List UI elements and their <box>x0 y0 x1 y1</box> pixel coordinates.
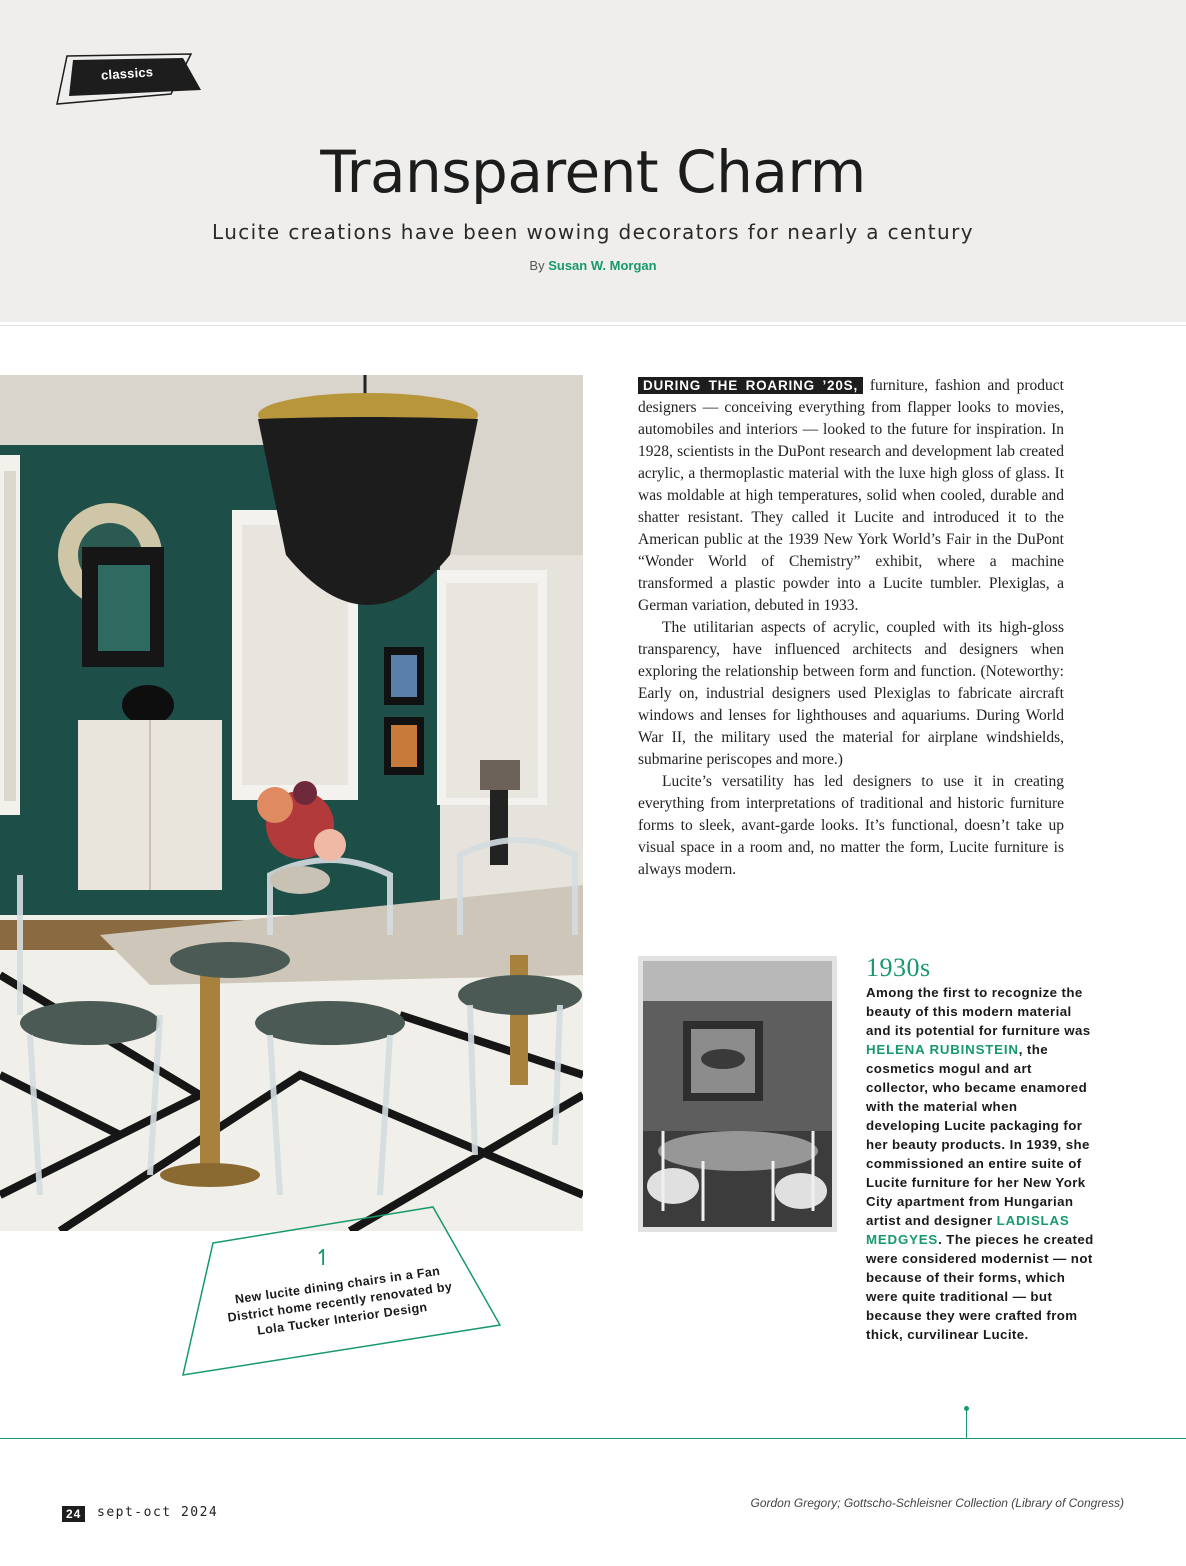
section-tag <box>55 52 205 108</box>
article-body <box>638 375 1064 881</box>
sidebar-text-1: Among the first to recognize the beauty of this modern material and its potential for furniture was <box>866 985 1091 1038</box>
photo-credit: Gordon Gregory; Gottscho-Schleisner Collection (Library of Congress) <box>750 1496 1124 1510</box>
sidebar-heading: 1930s <box>866 953 931 982</box>
historic-photo <box>638 956 837 1232</box>
photo-caption <box>180 1205 505 1380</box>
article-subtitle: Lucite creations have been wowing decorators for nearly a century <box>212 220 974 244</box>
byline <box>0 258 1186 273</box>
byline-prefix: By <box>529 258 545 273</box>
body-paragraph-1 <box>638 375 1064 617</box>
section-tag-label: classics <box>100 64 154 83</box>
issue-date: sept-oct 2024 <box>97 1505 219 1520</box>
article-title: Transparent Charm <box>320 138 866 206</box>
page-number: 24 <box>62 1506 85 1522</box>
sidebar-text-3: . The pieces he created were considered modernist — not because of their forms, which were quite traditional — but because they were crafted from thick, curvilinear Lucite. <box>866 1232 1094 1342</box>
sidebar-name-rubinstein: HELENA RUBINSTEIN <box>866 1042 1019 1057</box>
paragraph-1-text: furniture, fashion and product designers — conceiving everything from flapper looks to movies, automobiles and interiors — looked to the future for inspiration. In 1928, scientists in the DuPont research and development lab created acrylic, a thermoplastic material with the luxe high gloss of glass. It was moldable at high temperatures, solid when cooled, durable and shatter resistant. They called it Lucite and introduced it to the American public at the 1939 New York World’s Fair in the DuPont “Wonder World of Chemistry” exhibit, where a machine transformed a plastic powder into a Lucite tumbler. Plexiglas, a German variation, debuted in 1933. <box>638 377 1064 614</box>
sidebar-name-medgyes: LADISLAS MEDGYES <box>866 1213 1070 1247</box>
historic-room-illustration <box>643 961 832 1227</box>
lead-in: DURING THE ROARING ’20S, <box>638 377 863 394</box>
sidebar-text-2: , the cosmetics mogul and art collector, who became enamored with the material when developing Lucite packaging for her beauty products. In 1939, she commissioned an entire suite of Lucite furniture for her New York City apartment from Hungarian artist and designer <box>866 1042 1090 1228</box>
footer-rule-tick <box>966 1410 967 1438</box>
caption-text: New lucite dining chairs in a Fan District home recently renovated by Lola Tucker Interior Design <box>226 1263 454 1338</box>
body-paragraph-2: The utilitarian aspects of acrylic, coupled with its high-gloss transparency, have influenced architects and designers when exploring the relationship between form and function. (Noteworthy: Early on, industrial designers used Plexiglas to fabricate aircraft windows and lenses for lighthouses and aquariums. During World War II, the military used the material for airplane windshields, submarine periscopes and more.) <box>638 619 1064 768</box>
footer-rule <box>0 1438 1186 1439</box>
dining-room-illustration <box>0 375 583 1231</box>
body-paragraph-3: Lucite’s versatility has led designers to use it in creating everything from interpretations of traditional and historic furniture forms to sleek, avant-garde looks. It’s functional, doesn’t take up visual space in a room and, no matter the form, Lucite furniture is always modern. <box>638 773 1064 878</box>
header-divider <box>0 325 1186 326</box>
author-name: Susan W. Morgan <box>548 258 657 273</box>
dining-room-photo <box>0 375 583 1231</box>
footer-rule-dot <box>964 1406 969 1411</box>
sidebar-text <box>866 983 1094 1344</box>
caption-arrow-icon: ↿ <box>314 1245 333 1270</box>
